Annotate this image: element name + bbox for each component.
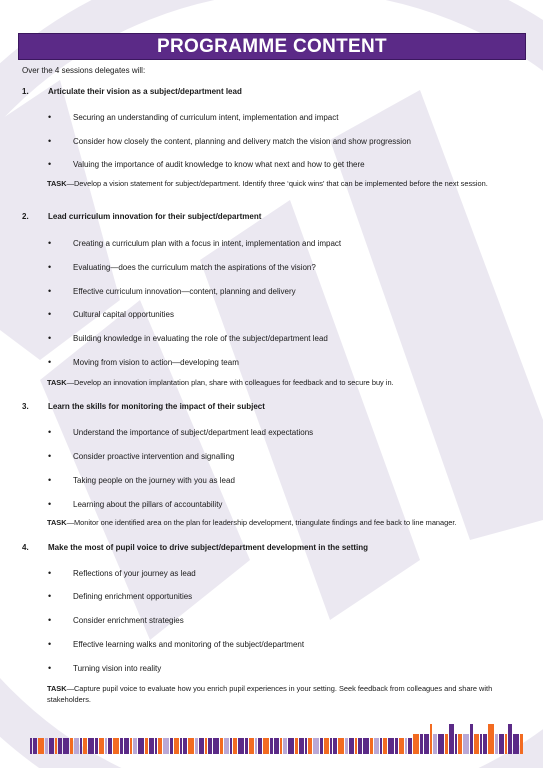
list-item: • Reflections of your journey as lead <box>48 568 196 578</box>
footer-decorative-bars <box>30 718 524 754</box>
list-item: • Taking people on the journey with you as lead <box>48 475 235 485</box>
task-text: —Develop an innovation implantation plan, share with colleagues for feedback and to secure buy in. <box>66 378 394 387</box>
section-title: Lead curriculum innovation for their subject/department <box>48 212 262 221</box>
footer-bar <box>108 738 112 754</box>
bullet-icon: • <box>48 357 52 367</box>
footer-bar <box>195 738 198 754</box>
footer-bar <box>95 738 98 754</box>
list-item: • Creating a curriculum plan with a focus in intent, implementation and impact <box>48 238 342 248</box>
footer-bar <box>263 738 269 754</box>
list-item: • Cultural capital opportunities <box>48 309 174 319</box>
list-item: • Building knowledge in evaluating the role of the subject/department lead <box>48 333 328 343</box>
footer-bar <box>33 738 37 754</box>
footer-bar <box>338 738 344 754</box>
footer-bar <box>155 738 157 754</box>
section-title: Make the most of pupil voice to drive subject/department development in the setting <box>48 543 369 552</box>
footer-bar <box>188 738 194 754</box>
footer-bar <box>205 738 207 754</box>
footer-bar <box>45 738 48 754</box>
footer-bar <box>30 738 32 754</box>
footer-bar <box>374 738 379 754</box>
bullet-icon: • <box>48 663 52 673</box>
footer-bar <box>80 738 82 754</box>
footer-bar <box>458 734 462 754</box>
bullet-icon: • <box>48 499 52 509</box>
footer-bar <box>513 734 519 754</box>
footer-bar <box>180 738 182 754</box>
footer-bar <box>433 734 437 754</box>
footer-bar <box>308 738 312 754</box>
bullet-icon: • <box>48 286 52 296</box>
task-note <box>47 518 522 529</box>
footer-bar <box>463 734 469 754</box>
bullet-icon: • <box>48 427 52 437</box>
list-item: • Learning about the pillars of accountability <box>48 499 223 509</box>
task-text: —Develop a vision statement for subject/department. Identify three ‘quick wins’ that can be implemented before the next session. <box>66 179 488 188</box>
footer-bar <box>163 738 169 754</box>
list-item: • Consider how closely the content, planning and delivery match the vision and show progression <box>48 136 411 146</box>
footer-bar <box>305 738 307 754</box>
footer-bar <box>520 734 523 754</box>
footer-bar <box>358 738 362 754</box>
footer-bar <box>405 738 407 754</box>
section-title: Articulate their vision as a subject/department lead <box>48 87 242 96</box>
footer-bar <box>274 738 279 754</box>
footer-bar <box>288 738 294 754</box>
section-number: 3. <box>22 402 29 411</box>
task-text: —Capture pupil voice to evaluate how you enrich pupil experiences in your setting. Seek feedback from colleagues and share with stakeholders. <box>47 684 493 704</box>
page-title: PROGRAMME CONTENT <box>157 35 387 57</box>
footer-bar <box>58 738 62 754</box>
task-note <box>47 378 522 389</box>
footer-bar <box>430 724 432 754</box>
footer-bar <box>174 738 179 754</box>
bullet-icon: • <box>48 112 52 122</box>
footer-bar <box>245 738 248 754</box>
footer-bar <box>349 738 354 754</box>
footer-bar <box>120 738 123 754</box>
bullet-icon: • <box>48 238 52 248</box>
footer-bar <box>483 734 487 754</box>
section-heading <box>22 212 261 221</box>
list-item: • Understand the importance of subject/department lead expectations <box>48 427 314 437</box>
footer-bar <box>133 738 137 754</box>
section-heading <box>22 402 265 411</box>
footer-bar <box>170 738 173 754</box>
footer-bar <box>470 724 473 754</box>
task-label: TASK <box>47 378 67 387</box>
task-label: TASK <box>47 518 67 527</box>
footer-bar <box>383 738 387 754</box>
footer-bar <box>480 734 482 754</box>
list-item: • Consider enrichment strategies <box>48 615 184 625</box>
bullet-icon: • <box>48 309 52 319</box>
footer-bar <box>395 738 398 754</box>
footer-bar <box>199 738 204 754</box>
footer-bar <box>238 738 244 754</box>
footer-bar <box>230 738 232 754</box>
footer-bar <box>388 738 394 754</box>
footer-bar <box>88 738 94 754</box>
footer-bar <box>145 738 148 754</box>
section-heading <box>22 87 242 96</box>
list-item: • Defining enrichment opportunities <box>48 591 193 601</box>
list-item: • Consider proactive intervention and signalling <box>48 451 235 461</box>
footer-bar <box>380 738 382 754</box>
intro-text: Over the 4 sessions delegates will: <box>22 66 146 75</box>
section-heading <box>22 543 368 552</box>
footer-bar <box>413 734 419 754</box>
footer-bar <box>449 724 454 754</box>
footer-bar <box>224 738 229 754</box>
list-item: • Turning vision into reality <box>48 663 162 673</box>
footer-bar <box>258 738 262 754</box>
title-banner <box>18 33 526 60</box>
section-title: Learn the skills for monitoring the impact of their subject <box>48 402 265 411</box>
footer-bar <box>495 734 498 754</box>
list-item: • Valuing the importance of audit knowledge to know what next and how to get there <box>48 159 365 169</box>
footer-bar <box>330 738 332 754</box>
footer-bar <box>99 738 104 754</box>
footer-bar <box>474 734 479 754</box>
footer-bar <box>70 738 73 754</box>
footer-bar <box>113 738 119 754</box>
bullet-icon: • <box>48 475 52 485</box>
footer-bar <box>38 738 44 754</box>
bullet-icon: • <box>48 451 52 461</box>
list-item: • Evaluating—does the curriculum match the aspirations of the vision? <box>48 262 316 272</box>
footer-bar <box>208 738 212 754</box>
footer-bar <box>283 738 287 754</box>
footer-bar <box>408 738 412 754</box>
bullet-icon: • <box>48 262 52 272</box>
footer-bar <box>158 738 162 754</box>
bullet-icon: • <box>48 615 52 625</box>
list-item: • Effective learning walks and monitoring of the subject/department <box>48 639 305 649</box>
list-item: • Effective curriculum innovation—content, planning and delivery <box>48 286 296 296</box>
footer-bar <box>124 738 129 754</box>
footer-bar <box>324 738 329 754</box>
section-number: 2. <box>22 212 29 221</box>
task-note <box>47 179 522 190</box>
task-label: TASK <box>47 684 67 693</box>
footer-bar <box>49 738 54 754</box>
footer-bar <box>445 734 448 754</box>
footer-bar <box>505 734 507 754</box>
footer-bar <box>488 724 494 754</box>
footer-bar <box>299 738 304 754</box>
footer-bar <box>370 738 373 754</box>
footer-bar <box>130 738 132 754</box>
list-item: • Securing an understanding of curriculum intent, implementation and impact <box>48 112 339 122</box>
footer-bar <box>220 738 223 754</box>
bullet-icon: • <box>48 591 52 601</box>
footer-bar <box>455 734 457 754</box>
footer-bar <box>183 738 187 754</box>
footer-bar <box>295 738 298 754</box>
footer-bar <box>83 738 87 754</box>
footer-bar <box>213 738 219 754</box>
list-item: • Moving from vision to action—developing team <box>48 357 239 367</box>
footer-bar <box>105 738 107 754</box>
task-text: —Monitor one identified area on the plan for leadership development, triangulate findings and fee back to line manager. <box>66 518 457 527</box>
section-number: 1. <box>22 87 29 96</box>
footer-bar <box>249 738 254 754</box>
footer-bar <box>63 738 69 754</box>
footer-bar <box>420 734 423 754</box>
footer-bar <box>424 734 429 754</box>
footer-bar <box>508 724 512 754</box>
footer-bar <box>313 738 319 754</box>
footer-bar <box>149 738 154 754</box>
footer-bar <box>363 738 369 754</box>
footer-bar <box>345 738 348 754</box>
footer-bar <box>320 738 323 754</box>
bullet-icon: • <box>48 639 52 649</box>
task-label: TASK <box>47 179 67 188</box>
footer-bar <box>280 738 282 754</box>
footer-bar <box>74 738 79 754</box>
footer-bar <box>138 738 144 754</box>
bullet-icon: • <box>48 568 52 578</box>
footer-bar <box>255 738 257 754</box>
footer-bar <box>270 738 273 754</box>
footer-bar <box>55 738 57 754</box>
footer-bar <box>438 734 444 754</box>
task-note <box>47 684 522 705</box>
footer-bar <box>499 734 504 754</box>
bullet-icon: • <box>48 333 52 343</box>
bullet-icon: • <box>48 136 52 146</box>
footer-bar <box>399 738 404 754</box>
bullet-icon: • <box>48 159 52 169</box>
footer-bar <box>333 738 337 754</box>
footer-bar <box>233 738 237 754</box>
footer-bar <box>355 738 357 754</box>
section-number: 4. <box>22 543 29 552</box>
